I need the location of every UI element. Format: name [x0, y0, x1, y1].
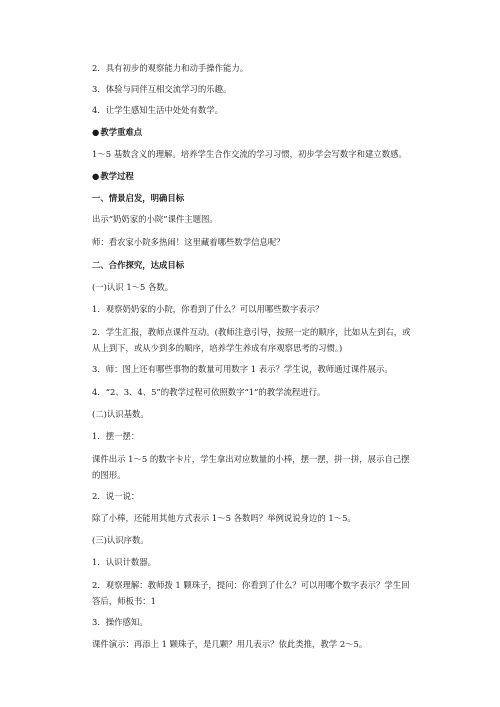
- list-item: 3．操作感知。: [92, 617, 148, 627]
- subheading-step-2: 二、合作探究，达成目标: [92, 260, 185, 270]
- list-item: 3．师：图上还有哪些事物的数量可用数字 1 表示？学生说，教师通过课件展示。: [92, 364, 393, 374]
- paragraph-show-picture: 出示“奶奶家的小院”课件主题图。: [92, 214, 218, 224]
- objective-4: 4．让学生感知生活中处处有数学。: [92, 105, 223, 115]
- list-item-continuation: 答后，师板书：1: [92, 596, 156, 606]
- list-item: 1．摆一摆：: [92, 431, 140, 441]
- paragraph: 课件出示 1～5 的数字卡片，学生拿出对应数量的小棒，摆一摆，拼一拼，展示自己摆: [92, 454, 410, 464]
- list-item-continuation: 从上到下，或从少到多的顺序，培养学生养成有序观察思考的习惯。): [92, 343, 343, 353]
- subsection-recognize-numbers: (一)认识 1～5 各数。: [92, 282, 174, 292]
- subsection-cardinal-numbers: (二)认识基数。: [92, 409, 149, 419]
- list-item: 1．认识计数器。: [92, 557, 156, 567]
- list-item: 4．“2、3、4、5”的教学过程可依照数字“1”的教学流程进行。: [92, 387, 326, 397]
- section-heading-process-label: 教学过程: [100, 171, 134, 181]
- list-item: 1．观察奶奶家的小院，你看到了什么？可以用哪些数字表示？: [92, 304, 324, 314]
- key-points-text: 1～5 基数含义的理解。培养学生合作交流的学习习惯，初步学会写数字和建立数感。: [92, 149, 407, 159]
- list-item: 2．观察理解：教师拨 1 颗珠子，提问：你看到了什么？可以用哪个数字表示？学生回: [92, 580, 410, 590]
- bullet-icon: ●: [92, 171, 100, 181]
- section-heading-process: [92, 171, 432, 182]
- subsection-ordinal-numbers: (三)认识序数。: [92, 535, 149, 545]
- paragraph-teacher-question: 师：看农家小院多热闹！这里藏着哪些数学信息呢？: [92, 237, 285, 247]
- paragraph-continuation: 的图形。: [92, 470, 126, 480]
- objective-3: 3．体验与同伴互相交流学习的乐趣。: [92, 84, 232, 94]
- bullet-icon: ●: [92, 127, 100, 137]
- list-item: 2．学生汇报，教师点课件互动。(教师注意引导，按照一定的顺序，比如从左到右，或: [92, 327, 411, 337]
- section-heading-key-points-label: 教学重难点: [100, 127, 143, 137]
- section-heading-key-points: [92, 127, 432, 138]
- subheading-step-1: 一、情景启发，明确目标: [92, 193, 185, 203]
- objective-2: 2．具有初步的观察能力和动手操作能力。: [92, 63, 249, 73]
- paragraph: 课件演示：再添上 1 颗珠子，是几颗？用几表示？依此类推，教学 2～5。: [92, 639, 368, 649]
- paragraph: 除了小棒，还能用其他方式表示 1～5 各数吗？举例说说身边的 1～5。: [92, 513, 356, 523]
- list-item: 2．说一说：: [92, 491, 140, 501]
